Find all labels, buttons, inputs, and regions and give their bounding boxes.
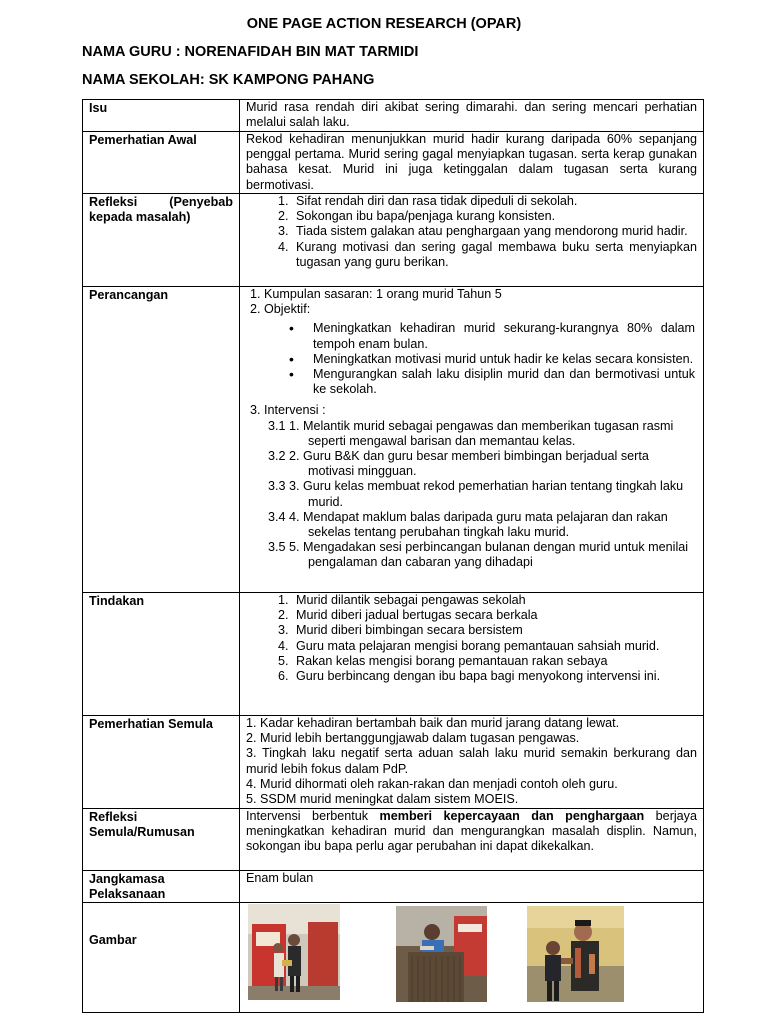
content-perancangan: [240, 287, 703, 592]
photo-teacher-with-student: [527, 906, 624, 1002]
label-refleksi-semula: Refleksi Semula/Rumusan: [83, 809, 240, 870]
list-item: • Mengurangkan salah laku disiplin murid dan dan bermotivasi untuk ke sekolah.: [313, 367, 695, 397]
reflection-text: Intervensi berbentuk: [246, 809, 380, 823]
list-item: 3.1 1. Melantik murid sebagai pengawas dan memberikan tugasan rasmi seperti mengawal barisan dan memantau kelas.: [268, 418, 674, 448]
document-title: ONE PAGE ACTION RESEARCH (OPAR): [246, 16, 522, 32]
list-item: 4. Murid dihormati oleh rakan-rakan dan menjadi contoh oleh guru.: [246, 776, 618, 791]
content-tindakan: [240, 593, 703, 715]
list-item: 3.3 3. Guru kelas membuat rekod pemerhatian harian tentang tingkah laku murid.: [268, 479, 684, 509]
list-item: 4. Kurang motivasi dan sering gagal membawa buku serta menyiapkan tugasan yang guru berikan.: [292, 240, 697, 270]
row-pemerhatian-awal: [82, 131, 704, 193]
teacher-name: NAMA GURU : NORENAFIDAH BIN MAT TARMIDI: [82, 44, 419, 60]
label-pemerhatian-semula: Pemerhatian Semula: [83, 716, 240, 808]
photo-award-ceremony-image: [248, 904, 340, 1000]
content-pemerhatian-semula: [240, 716, 703, 808]
row-jangkamasa: [82, 870, 704, 902]
label-tindakan: Tindakan: [83, 593, 240, 715]
list-item: • Meningkatkan motivasi murid untuk hadir ke kelas secara konsisten.: [313, 352, 695, 367]
row-tindakan: [82, 592, 704, 715]
photo-student-podium: [396, 906, 487, 1002]
photo-award-ceremony: [248, 904, 340, 1000]
label-jangkamasa: Jangkamasa Pelaksanaan: [83, 871, 240, 902]
content-jangkamasa: Enam bulan: [246, 871, 314, 885]
label-refleksi: Refleksi (Penyebab kepada masalah): [83, 194, 240, 286]
photo-student-podium-image: [396, 906, 487, 1002]
row-refleksi-semula: [82, 808, 704, 870]
intervention-heading: 3. Intervensi :: [250, 403, 326, 418]
list-item: 3. Tiada sistem galakan atau penghargaan yang mendorong murid hadir.: [292, 224, 697, 239]
row-perancangan: [82, 286, 704, 592]
list-item: • Meningkatkan kehadiran murid sekurang-kurangnya 80% dalam tempoh enam bulan.: [313, 321, 695, 351]
row-isu: [82, 99, 704, 131]
list-item: 3. Murid diberi bimbingan secara bersistem: [292, 623, 697, 638]
list-item: 3.2 2. Guru B&K dan guru besar memberi bimbingan berjadual serta motivasi mingguan.: [268, 449, 649, 479]
gambar-label: Gambar: [89, 933, 137, 947]
objective-heading: 2. Objektif:: [250, 302, 311, 317]
list-item: 3. Tingkah laku negatif serta aduan salah laku murid semakin berkurang dan murid lebih fokus dalam PdP.: [246, 746, 697, 776]
list-item: 2. Sokongan ibu bapa/penjaga kurang konsisten.: [292, 209, 697, 224]
label-gambar: [83, 903, 240, 1012]
school-name: NAMA SEKOLAH: SK KAMPONG PAHANG: [82, 72, 375, 88]
list-item: 4. Guru mata pelajaran mengisi borang pemantauan sahsiah murid.: [292, 639, 697, 654]
list-item: 1. Kadar kehadiran bertambah baik dan murid jarang datang lewat.: [246, 716, 620, 730]
reflection-text: berjaya meningkatkan kehadiran murid dan mengurangkan masalah displin. Namun, sokongan ibu bapa perlu agar perubahan ini dapat dikekalkan.: [246, 809, 697, 854]
list-item: 2. Murid lebih bertanggungjawab dalam tugasan pengawas.: [246, 731, 580, 746]
list-item: 3.4 4. Mendapat maklum balas daripada guru mata pelajaran dan rakan sekelas tentang perubahan tingkah laku murid.: [268, 509, 668, 540]
label-perancangan: Perancangan: [83, 287, 240, 592]
list-item: 2. Murid diberi jadual bertugas secara berkala: [292, 608, 697, 623]
photo-teacher-with-student-image: [527, 906, 624, 1002]
label-isu: Isu: [83, 100, 240, 131]
content-isu: Murid rasa rendah diri akibat sering dimarahi. dan sering mencari perhatian melalui salah laku.: [246, 100, 697, 130]
target-group: 1. Kumpulan sasaran: 1 orang murid Tahun 5: [250, 287, 502, 301]
list-item: 1. Sifat rendah diri dan rasa tidak dipeduli di sekolah.: [292, 194, 697, 209]
content-refleksi-semula: [240, 809, 703, 870]
row-pemerhatian-semula: [82, 715, 704, 808]
list-item: 6. Guru berbincang dengan ibu bapa bagi menyokong intervensi ini.: [292, 669, 697, 684]
list-item: 5. Rakan kelas mengisi borang pemantauan rakan sebaya: [292, 654, 697, 669]
list-item: 1. Murid dilantik sebagai pengawas sekolah: [292, 593, 697, 608]
list-item: 5. SSDM murid meningkat dalam sistem MOEIS.: [246, 792, 519, 807]
row-refleksi: [82, 193, 704, 286]
content-refleksi: [240, 194, 703, 286]
label-pemerhatian-awal: Pemerhatian Awal: [83, 132, 240, 193]
reflection-emphasis: memberi kepercayaan dan penghargaan: [379, 809, 645, 823]
content-pemerhatian-awal: Rekod kehadiran menunjukkan murid hadir kurang daripada 60% sepanjang penggal pertama. Murid sering gagal menyiapkan tugasan. serta kerap gunakan bahasa kesat. Murid ini juga ketinggalan dalam tugasan serta kurang bermotivasi.: [246, 132, 697, 192]
list-item: 3.5 5. Mengadakan sesi perbincangan bulanan dengan murid untuk menilai pengalaman dan cabaran yang dihadapi: [268, 540, 689, 570]
